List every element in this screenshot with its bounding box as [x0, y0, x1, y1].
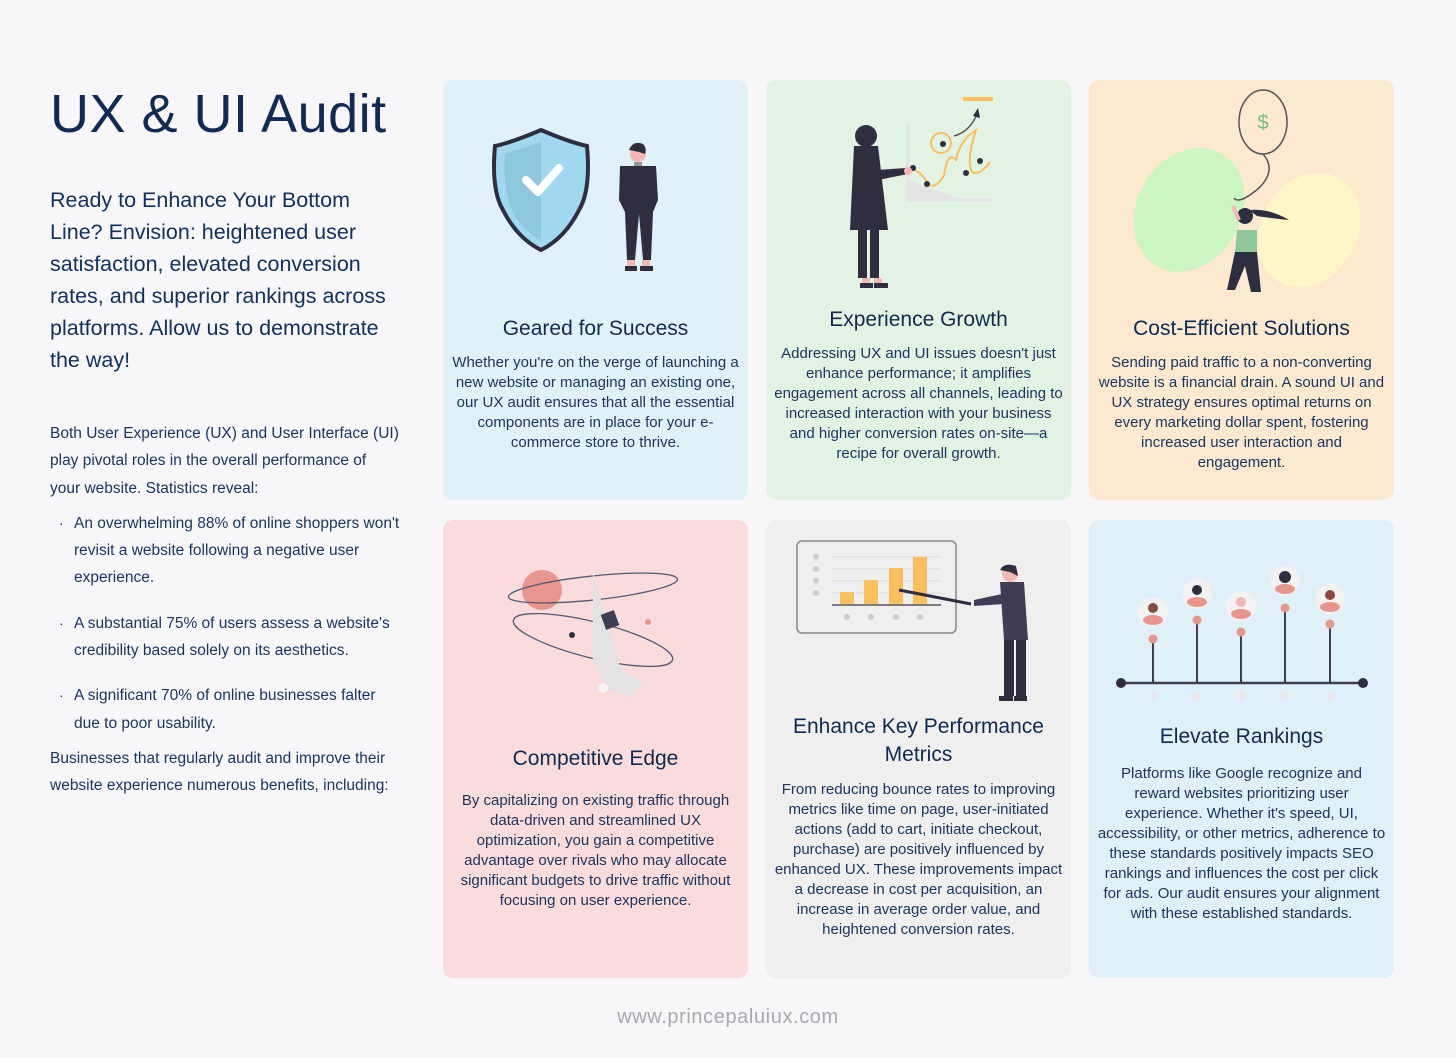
avatar-group	[1138, 566, 1345, 627]
card-title: Competitive Edge	[512, 747, 679, 770]
card-text: By capitalizing on existing traffic through data-driven and streamlined UX optimization, you gain a competitive advantage over rivals who may allocate significant budgets to drive traffic without focusing on user experience.	[460, 792, 731, 909]
ranking-avatars-illustration	[1089, 520, 1394, 720]
bullet-icon: ·	[59, 614, 64, 631]
stat-item	[50, 510, 400, 592]
card-enhance-key-performance-metrics	[766, 520, 1071, 978]
dollar-icon: $	[1257, 112, 1269, 134]
card-competitive-edge	[443, 520, 748, 978]
rocket-illustration	[443, 520, 748, 720]
card-text: From reducing bounce rates to improving metrics like time on page, user-initiated actions (add to cart, initiate checkout, purchase) are positively influenced by enhanced UX. These improvements impact a decrease in cost per acquisition, an increase in average order value, and heightened conversion rates.	[774, 781, 1063, 938]
footer-website-url: www.princepaluiux.com	[617, 1006, 839, 1028]
card-title: Experience Growth	[829, 308, 1008, 331]
card-title: Elevate Rankings	[1159, 725, 1324, 748]
stat-text: An overwhelming 88% of online shoppers won't revisit a website following a negative user experience.	[74, 514, 400, 587]
businessman-figure	[619, 143, 658, 271]
card-title: Cost-Efficient Solutions	[1133, 317, 1350, 340]
card-title: Geared for Success	[502, 317, 689, 340]
intro-paragraph: Both User Experience (UX) and User Interface (UI) play pivotal roles in the overall performance of your website. Statistics reveal:	[50, 425, 399, 497]
stat-item	[50, 610, 400, 665]
statistics-list	[50, 510, 400, 737]
growth-chart-illustration	[766, 80, 1071, 310]
card-text: Sending paid traffic to a non-converting website is a financial drain. A sound UI and UX strategy ensures optimal returns on every marketing dollar spent, fostering increased user interaction and engagement.	[1098, 354, 1385, 471]
intro-column	[50, 82, 400, 800]
dollar-balloon-illustration	[1089, 80, 1394, 310]
bullet-icon: ·	[59, 687, 64, 704]
card-text: Platforms like Google recognize and reward websites prioritizing user experience. Whether it's speed, UI, accessibility, or other metrics, adherence to these standards positively impacts SEO rankings and influences the cost per click for ads. Our audit ensures your alignment with these established standards.	[1097, 765, 1386, 922]
card-text: Addressing UX and UI issues doesn't just enhance performance; it amplifies engagement across all channels, leading to increased interaction with your business and higher conversion rates on-site—a recipe for overall growth.	[774, 345, 1063, 462]
card-geared-for-success	[443, 80, 748, 500]
stat-text: A substantial 75% of users assess a website's credibility based solely on its aesthetics.	[74, 614, 390, 660]
presentation-bar-chart-illustration	[766, 520, 1071, 720]
stat-item	[50, 682, 400, 737]
page-title: UX & UI Audit	[50, 84, 387, 144]
presenter-figure	[974, 565, 1028, 701]
stat-text: A significant 70% of online businesses falter due to poor usability.	[74, 687, 376, 732]
outro-paragraph: Businesses that regularly audit and improve their website experience numerous benefits, including:	[50, 749, 389, 795]
person-figure	[850, 125, 912, 288]
card-title: Enhance Key Performance Metrics	[793, 715, 1044, 766]
card-elevate-rankings	[1089, 520, 1394, 978]
card-text: Whether you're on the verge of launching a new website or managing an existing one, our UX audit ensures that all the essential components are in place for your e-commerce store to thrive.	[452, 354, 739, 451]
bullet-icon: ·	[59, 514, 64, 531]
card-cost-efficient-solutions	[1089, 80, 1394, 500]
lead-paragraph: Ready to Enhance Your Bottom Line? Envision: heightened user satisfaction, elevated conversion rates, and superior rankings across platforms. Allow us to demonstrate the way!	[50, 188, 386, 372]
card-experience-growth	[766, 80, 1071, 500]
